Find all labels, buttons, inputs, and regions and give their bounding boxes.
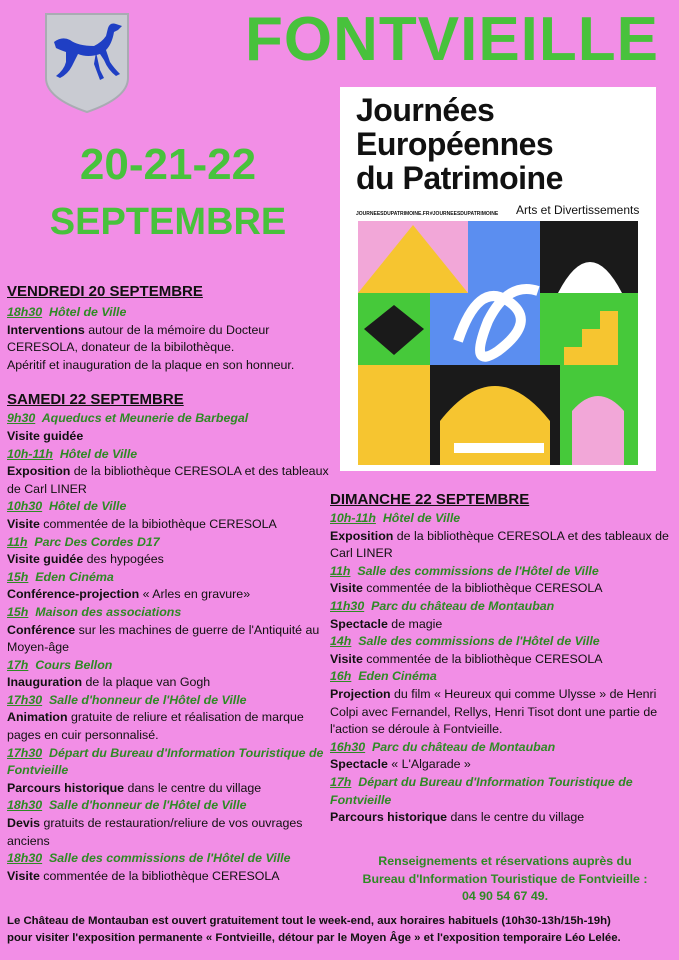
event-desc [330, 756, 675, 774]
event-desc [330, 528, 675, 563]
event-time: 10h-11h [330, 511, 376, 525]
event-detail: sur les machines de guerre de l'Antiquité au Moyen-âge [7, 622, 320, 655]
event-dates: 20-21-22 [79, 140, 257, 189]
event-type: Visite [330, 581, 363, 596]
friday-heading: VENDREDI 20 SEPTEMBRE [7, 283, 203, 300]
event-when [7, 534, 337, 552]
event-when [7, 498, 337, 516]
event-desc [7, 815, 337, 850]
footer-line-2: pour visiter l'exposition permanente « Fontvieille, détour par le Moyen Âge » et l'exposition temporaire Léo Lelée. [7, 932, 621, 944]
sunday-events [330, 510, 675, 827]
event-when [330, 668, 675, 686]
event-type: Visite guidée [7, 428, 84, 443]
event-item [7, 604, 337, 657]
event-when [330, 598, 675, 616]
event-desc: Interventions autour de la mémoire du Docteur CERESOLA, donateur de la bibilothèque. [7, 322, 270, 355]
event-item [7, 692, 337, 745]
event-when [7, 569, 337, 587]
event-item [7, 446, 337, 499]
event-desc [330, 580, 675, 598]
event-desc [7, 463, 337, 498]
event-desc [330, 686, 675, 739]
event-item [7, 534, 337, 569]
event-type: Visite [7, 868, 40, 883]
event-detail: dans le centre du village [124, 780, 262, 795]
event-type: Spectacle [330, 616, 388, 631]
event-when [330, 510, 675, 528]
event-item [7, 797, 337, 850]
event-item [7, 569, 337, 604]
event-place: Départ du Bureau d'Information Touristique de Fontvieille [7, 745, 324, 778]
event-when [330, 633, 675, 651]
event-type: Visite [330, 651, 363, 666]
left-column [7, 282, 337, 885]
event-time: 17h [330, 774, 352, 789]
event-time: 16h30 [330, 739, 366, 754]
event-time: 9h30 [7, 411, 36, 426]
event-time: 15h [7, 569, 29, 584]
event-when [330, 563, 675, 581]
event-detail: commentée de la bibliothèque CERESOLA [362, 581, 603, 596]
event-month: SEPTEMBRE [49, 201, 287, 243]
event-type: Animation [7, 710, 68, 725]
event-detail: gratuits de restauration/reliure de vos ouvrages anciens [7, 816, 303, 848]
event-detail: commentée de la bibiothèque CERESOLA [39, 516, 277, 531]
event-type: Devis [7, 816, 41, 831]
event-detail: de la bibliothèque CERESOLA et des tableaux de Carl LINER [7, 464, 329, 496]
event-type: Spectacle [330, 757, 388, 772]
event-place: Cours Bellon [35, 657, 113, 672]
event-place: Salle des commissions de l'Hôtel de Ville [358, 634, 600, 649]
event-item [7, 850, 337, 885]
event-detail: commentée de la bibliothèque CERESOLA [362, 651, 603, 666]
event-detail: « L'Algarade » [387, 757, 471, 772]
event-place: Eden Cinéma [358, 669, 437, 684]
event-detail: « Arles en gravure» [139, 587, 251, 602]
event-when [7, 797, 337, 815]
event-place: Parc Des Cordes D17 [34, 534, 160, 549]
saturday-heading: SAMEDI 22 SEPTEMBRE [7, 391, 184, 409]
poster-artwork [358, 221, 638, 465]
event-detail: commentée de la bibliothèque CERESOLA [39, 868, 280, 883]
event-detail: du film « Heureux qui comme Ulysse » de Henri Colpi avec Fernandel, Rellys, Henri Tisot dont une partie de l'action se déroule à Fontvieille. [330, 686, 658, 737]
footer-note [7, 913, 675, 947]
event-detail: dans le centre du village [447, 810, 585, 825]
event-extra: Apéritif et inauguration de la plaque en son honneur. [7, 357, 295, 372]
event-when [7, 745, 337, 780]
event-item [330, 598, 675, 633]
event-time: 11h [330, 563, 351, 578]
event-time: 15h [7, 604, 29, 619]
event-desc [330, 651, 675, 669]
event-desc [7, 674, 337, 692]
saturday-events [7, 410, 337, 885]
poster-theme: Arts et Divertissements [516, 203, 640, 217]
event-place: Salle d'honneur de l'Hôtel de Ville [49, 798, 247, 813]
event-type: Exposition [330, 528, 394, 543]
poster-title: Journées Européennes du Patrimoine [356, 92, 563, 196]
event-type: Visite guidée [7, 552, 84, 567]
event-time: 11h [7, 534, 28, 549]
event-when [7, 657, 337, 675]
event-item [7, 410, 337, 445]
event-item [330, 563, 675, 598]
event-type: Parcours historique [7, 780, 125, 795]
event-type: Parcours historique [330, 810, 448, 825]
event-time: 18h30 [7, 798, 43, 813]
event-place: Aqueducs et Meunerie de Barbegal [41, 411, 249, 426]
info-line-2: Bureau d'Information Touristique de Fontvieille : [362, 871, 648, 886]
sunday-heading: DIMANCHE 22 SEPTEMBRE [330, 491, 530, 508]
heritage-days-poster [340, 87, 656, 471]
event-item [7, 657, 337, 692]
event-item [330, 510, 675, 563]
event-desc [7, 622, 337, 657]
event-item [330, 668, 675, 738]
event-time: 17h30 [7, 745, 43, 760]
event-item [330, 739, 675, 774]
town-crest-icon [44, 12, 130, 114]
event-place: Parc du château de Montauban [372, 739, 556, 754]
event-when [7, 850, 337, 868]
event-type: Visite [7, 516, 40, 531]
event-detail: gratuite de reliure et réalisation de marque pages en cuir personnalisé. [7, 710, 304, 743]
event-detail: des hypogées [83, 552, 164, 567]
info-line-1: Renseignements et réservations auprès du [378, 854, 632, 868]
event-place: Salle d'honneur de l'Hôtel de Ville [49, 692, 247, 707]
footer-line-1: Le Château de Montauban est ouvert gratuitement tout le week-end, aux horaires habituels (10h30-13h/15h-19h) [7, 915, 611, 927]
event-time: 11h30 [330, 598, 365, 613]
info-box [340, 853, 670, 906]
event-desc [330, 809, 675, 827]
poster-hashtag: #JOURNEESDUPATRIMOINE [430, 211, 499, 217]
event-place: Hôtel de Ville [49, 499, 127, 514]
event-desc [7, 780, 337, 798]
event-when [330, 774, 675, 809]
event-place: Salle des commissions de l'Hôtel de Ville [49, 851, 291, 866]
event-place: Hôtel de Ville [382, 511, 461, 525]
event-type: Conférence-projection [7, 587, 140, 602]
event-desc [7, 516, 337, 534]
event-detail: de magie [387, 616, 443, 631]
event-place: Parc du château de Montauban [371, 598, 555, 613]
event-when [7, 692, 337, 710]
event-desc [7, 428, 337, 446]
event-item [330, 774, 675, 827]
event-place: Maison des associations [35, 604, 182, 619]
event-time: 16h [330, 669, 352, 684]
event-type: Conférence [7, 622, 76, 637]
info-phone: 04 90 54 67 49. [461, 889, 549, 904]
event-desc [7, 586, 337, 604]
event-time: 17h [7, 657, 29, 672]
event-place: Eden Cinéma [35, 569, 114, 584]
event-time: 18h30 [7, 851, 43, 866]
event-when [330, 739, 675, 757]
event-time: 10h30 [7, 499, 43, 514]
event-when: 18h30 Hôtel de Ville [7, 305, 127, 319]
event-place: Hôtel de Ville [59, 446, 138, 461]
event-place: Départ du Bureau d'Information Touristique de Fontvieille [330, 774, 633, 807]
event-item [7, 498, 337, 533]
event-time: 14h [330, 634, 352, 649]
event-desc [7, 868, 337, 886]
event-when [7, 410, 337, 428]
event-desc [7, 551, 337, 569]
event-desc [330, 616, 675, 634]
event-item [330, 633, 675, 668]
event-type: Exposition [7, 464, 71, 479]
event-desc [7, 709, 337, 744]
event-time: 10h-11h [7, 446, 53, 461]
event-detail: de la plaque van Gogh [82, 675, 211, 690]
event-detail: de la bibliothèque CERESOLA et des tableaux de Carl LINER [330, 528, 669, 561]
event-when [7, 604, 337, 622]
event-type: Inauguration [7, 675, 83, 690]
event-time: 17h30 [7, 692, 43, 707]
event-type: Projection [330, 686, 391, 701]
event-when [7, 446, 337, 464]
right-column [330, 490, 675, 827]
town-title: FONTVIEILLE [245, 5, 659, 74]
friday-event [7, 304, 337, 374]
event-place: Salle des commissions de l'Hôtel de Ville [357, 563, 599, 578]
event-item [7, 745, 337, 798]
poster-site: JOURNEESDUPATRIMOINE.FR [356, 211, 430, 217]
